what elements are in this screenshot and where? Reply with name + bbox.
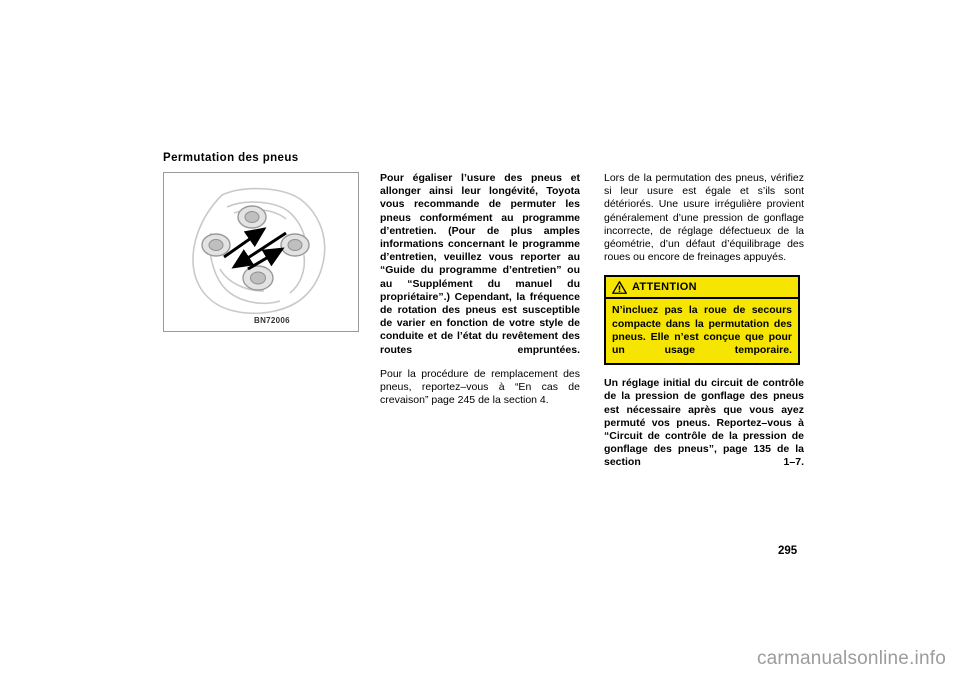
figure-code-label: BN72006 [254,316,290,325]
caution-title: ATTENTION [632,280,697,293]
right-text-column [604,172,804,470]
tire-rotation-illustration [164,173,356,329]
middle-text-column [380,172,580,407]
right-paragraph-bold: Un réglage initial du circuit de contrôle de la pression de gonflage des pneus est nécessaire après que vous ayez permuté vos pneus. Reportez–vous à “Circuit de contrôle de la pression de gonflage des pneus”, page 135 de la section 1–7. [604,377,804,469]
middle-paragraph-plain: Pour la procédure de remplacement des pneus, reportez–vous à “En cas de crevaison” page 245 de la section 4. [380,367,580,407]
caution-header [606,277,798,299]
page-title: Permutation des pneus [163,152,299,164]
middle-paragraph-bold: Pour égaliser l’usure des pneus et allonger ainsi leur longévité, Toyota vous recommande de permuter les pneus conformément au programme d’entretien. (Pour de plus amples informations concernant le programme d’entretien, veuillez vous reporter au “Guide du programme d’entretien” ou au “Supplément du manuel du propriétaire”.) Cependant, la fréquence de rotation des pneus est susceptible de varier en fonction de votre style de conduite et de l’état du revêtement des routes empruntées. [380,172,580,356]
watermark: carmanualsonline.info [756,648,946,669]
page-number: 295 [778,545,798,557]
caution-text: N’incluez pas la roue de secours compacte dans la permutation des pneus. Elle n’est conçue que pour un usage temporaire. [606,299,798,363]
warning-triangle-icon [612,281,627,294]
tire-rotation-figure [163,172,359,332]
right-paragraph-plain: Lors de la permutation des pneus, vérifiez si leur usure est égale et s’ils sont détériorés. Une usure irrégulière provient généralement d’une pression de gonflage incorrecte, de réglage défectueux de la géométrie, d’un défaut d’équilibrage des roues ou encore de freinages appuyés. [604,172,804,264]
caution-box [604,275,800,365]
